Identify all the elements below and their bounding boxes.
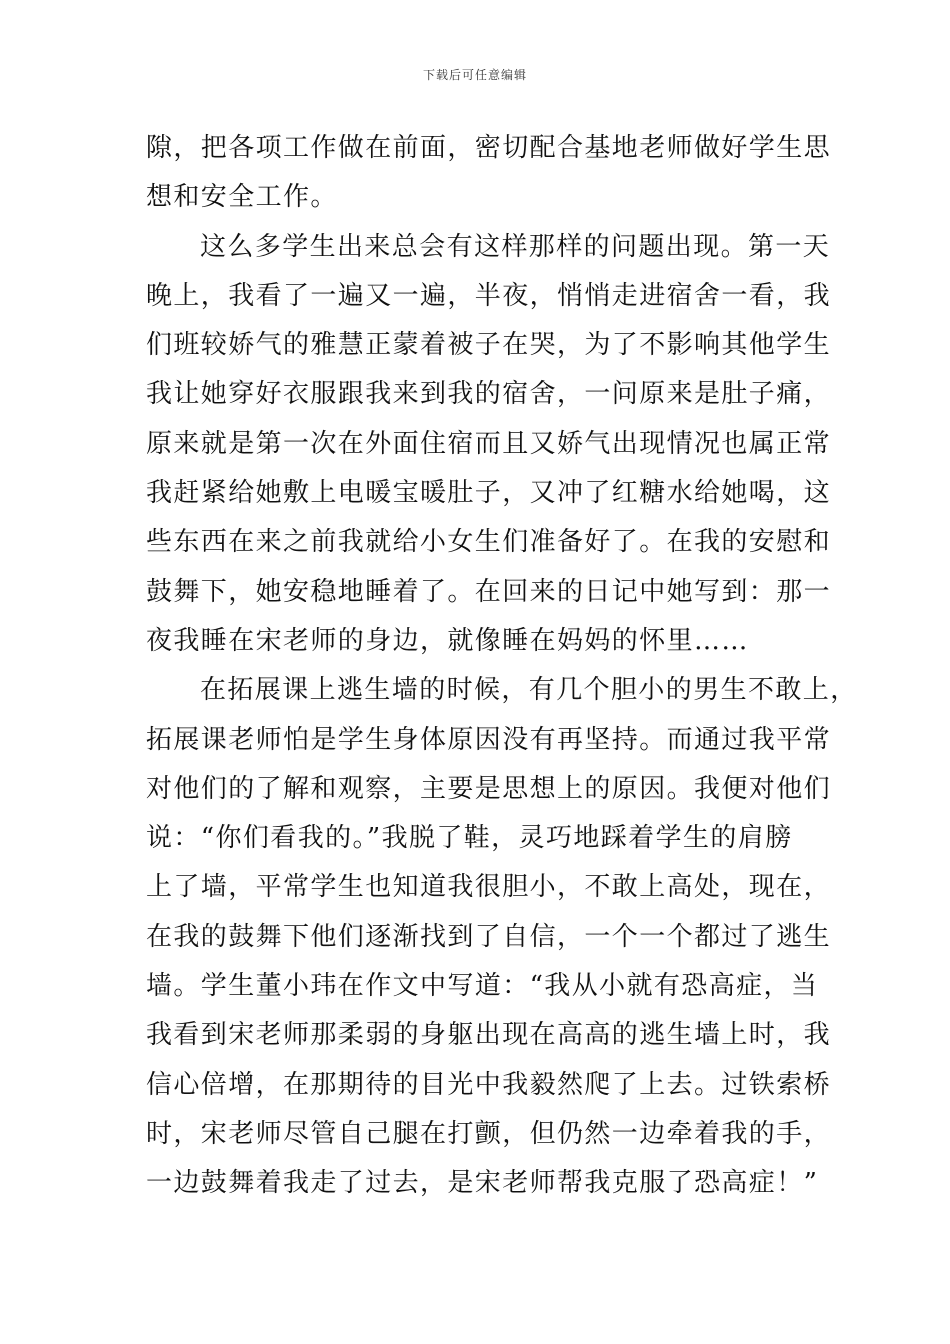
text-line: 们班较娇气的雅慧正蒙着被子在哭，为了不影响其他学生	[146, 330, 832, 361]
text-line: 夜我睡在宋老师的身边，就像睡在妈妈的怀里……	[146, 625, 749, 656]
page-header: 下载后可任意编辑	[422, 68, 527, 82]
text-line: 墙。学生董小玮在作文中写道：“我从小就有恐高症，当	[146, 971, 819, 1002]
text-line: 一边鼓舞着我走了过去，是宋老师帮我克服了恐高症！”	[146, 1168, 819, 1199]
text-line: 晚上，我看了一遍又一遍，半夜，悄悄走进宿舍一看，我	[146, 280, 832, 311]
text-line: 在我的鼓舞下他们逐渐找到了自信，一个一个都过了逃生	[146, 921, 832, 952]
text-line: 想和安全工作。	[146, 182, 338, 213]
text-line: 我看到宋老师那柔弱的身躯出现在高高的逃生墙上时，我	[146, 1020, 832, 1051]
text-line: 信心倍增，在那期待的目光中我毅然爬了上去。过铁索桥	[146, 1069, 832, 1100]
text-line: 些东西在来之前我就给小女生们准备好了。在我的安慰和	[146, 527, 832, 558]
paragraph-start-line: 这么多学生出来总会有这样那样的问题出现。第一天	[200, 231, 831, 262]
text-line: 我赶紧给她敷上电暖宝暖肚子，又冲了红糖水给她喝，这	[146, 478, 832, 509]
text-line: 拓展课老师怕是学生身体原因没有再坚持。而通过我平常	[146, 724, 832, 755]
text-line: 对他们的了解和观察，主要是思想上的原因。我便对他们	[146, 773, 832, 804]
paragraph-start-line: 在拓展课上逃生墙的时候，有几个胆小的男生不敢上，	[200, 675, 858, 706]
text-line: 我让她穿好衣服跟我来到我的宿舍，一问原来是肚子痛，	[146, 379, 832, 410]
document-body	[146, 124, 858, 1209]
text-line: 上了墙，平常学生也知道我很胆小，不敢上高处，现在，	[146, 872, 832, 903]
text-line: 说：“你们看我的。”我脱了鞋，灵巧地踩着学生的肩膀	[146, 823, 793, 854]
text-line: 原来就是第一次在外面住宿而且又娇气出现情况也属正常	[146, 428, 832, 459]
text-line: 隙，把各项工作做在前面，密切配合基地老师做好学生思	[146, 133, 832, 163]
text-line: 时，宋老师尽管自己腿在打颤，但仍然一边牵着我的手，	[146, 1118, 832, 1149]
text-line: 鼓舞下，她安稳地睡着了。在回来的日记中她写到：那一	[146, 576, 832, 607]
